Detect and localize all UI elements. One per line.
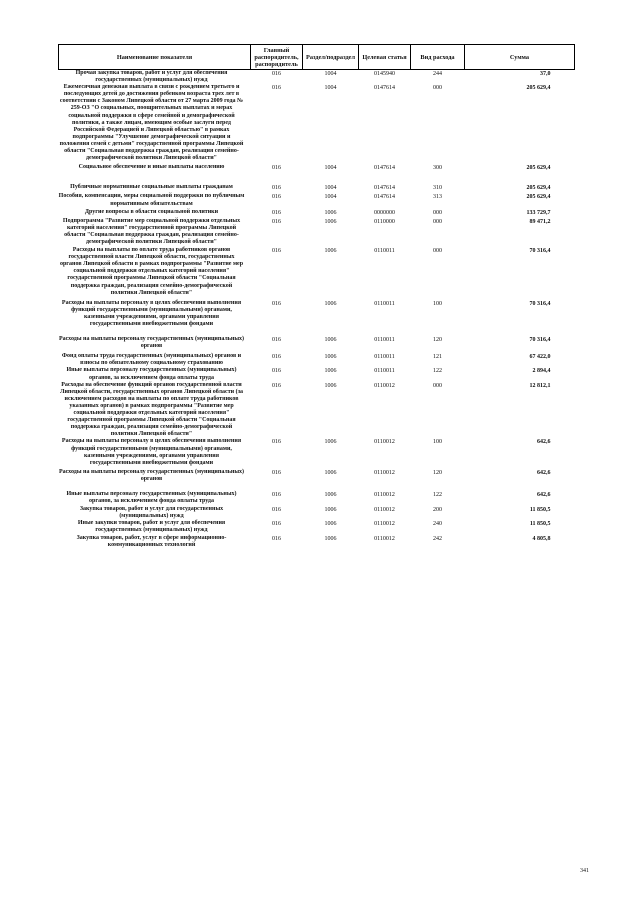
row-expense-type: 200: [433, 507, 442, 514]
row-amount: 4 805,8: [532, 535, 551, 542]
row-name: Фонд оплаты труда государственных (муниципальных) органов и взносы по обязательному социальному страхованию: [61, 353, 242, 367]
header-target: Целевая статья: [359, 45, 411, 70]
row-target: 0110012: [374, 469, 395, 476]
row-section: 1006: [324, 218, 337, 225]
row-target: 0110011: [374, 248, 395, 255]
row-amount: 133 729,7: [526, 209, 551, 216]
row-name: Расходы на выплаты персоналу государственных (муниципальных) органов: [58, 336, 245, 350]
row-amount: 11 850,5: [529, 521, 551, 528]
row-amount: 205 629,4: [526, 194, 551, 201]
row-amount: 11 850,5: [529, 507, 551, 514]
row-name: Расходы на обеспечение функций органов государственной власти Липецкой области, государственных органов Липецкой области (за исключением расходов на выплаты по оплате труда работников указанных органов) в рамках подпрограммы "Развитие мер социальной поддержки отдельных категорий населения" государственной программы Липецкой области "Социальная поддержка граждан, реализация семейно-демографической политики Липецкой области": [59, 381, 244, 438]
row-admin: 016: [272, 300, 281, 307]
table-row: [59, 469, 575, 491]
row-section: 1006: [324, 535, 337, 542]
row-admin: 016: [272, 354, 281, 361]
row-admin: 016: [272, 439, 281, 446]
table-row: [59, 70, 575, 85]
row-name: Расходы на выплаты по оплате труда работников органов государственной власти Липецкой области, государственных органов Липецкой области в рамках подпрограммы "Развитие мер социальной поддержки отдельных категорий населения" государственной программы Липецкой области "Социальная поддержка граждан, реализация семейно-демографической политики Липецкой области": [59, 247, 244, 296]
row-section: 1006: [324, 354, 337, 361]
row-amount: 12 812,1: [529, 382, 551, 389]
row-expense-type: 244: [433, 71, 442, 77]
row-expense-type: 313: [433, 194, 442, 201]
row-expense-type: 000: [433, 382, 442, 389]
table-row: [59, 438, 575, 468]
row-name: Другие вопросы в области социальной политики: [84, 208, 219, 215]
row-admin: 016: [272, 368, 281, 375]
row-name: Социальное обеспечение и иные выплаты населению: [78, 164, 225, 171]
row-name: Иные выплаты персоналу государственных (муниципальных) органов, за исключением фонда оплаты труда: [66, 490, 237, 505]
row-amount: 89 471,2: [529, 218, 551, 225]
budget-table: [58, 44, 575, 549]
row-section: 1004: [324, 194, 337, 201]
row-target: 0110012: [374, 535, 395, 542]
table-row: [59, 84, 575, 164]
row-amount: 70 316,4: [529, 248, 551, 255]
row-name: Расходы на выплаты персоналу государственных (муниципальных) органов: [58, 468, 245, 482]
row-target: 0110012: [374, 521, 395, 528]
row-section: 1006: [324, 337, 337, 344]
row-section: 1006: [324, 248, 337, 255]
row-expense-type: 100: [433, 300, 442, 307]
row-section: 1006: [324, 507, 337, 514]
table-row: [59, 353, 575, 367]
row-expense-type: 310: [433, 185, 442, 192]
row-amount: 2 894,4: [532, 368, 551, 375]
row-section: 1006: [324, 300, 337, 307]
row-section: 1004: [324, 165, 337, 172]
row-admin: 016: [272, 209, 281, 216]
row-target: 0110011: [374, 354, 395, 361]
table-row: [59, 164, 575, 184]
row-admin: 016: [272, 535, 281, 542]
row-amount: 37,0: [540, 71, 551, 77]
row-amount: 67 422,0: [529, 354, 551, 361]
row-name: Иные выплаты персоналу государственных (муниципальных) органов, за исключением фонда оплаты труда: [66, 367, 237, 381]
row-section: 1006: [324, 491, 337, 498]
row-expense-type: 100: [433, 439, 442, 446]
row-target: 0110012: [374, 382, 395, 389]
row-expense-type: 000: [433, 218, 442, 225]
row-name: Прочая закупка товаров, работ и услуг для обеспечения государственных (муниципальных) нужд: [75, 70, 228, 84]
table-row: [59, 300, 575, 336]
header-expense-type: Вид расхода: [411, 45, 465, 70]
row-expense-type: 000: [433, 248, 442, 255]
header-admin: Главный распорядитель, распорядитель: [251, 45, 303, 70]
row-expense-type: 000: [433, 209, 442, 216]
row-admin: 016: [272, 218, 281, 225]
table-row: [59, 382, 575, 439]
row-admin: 016: [272, 491, 281, 498]
table-row: [59, 209, 575, 218]
row-target: 0145940: [374, 71, 395, 77]
row-expense-type: 120: [433, 469, 442, 476]
row-admin: 016: [272, 521, 281, 528]
row-name: Закупка товаров, работ, услуг в сфере информационно-коммуникационных технологий: [76, 534, 227, 548]
row-amount: 205 629,4: [526, 165, 551, 172]
row-target: 0000000: [374, 209, 395, 216]
row-admin: 016: [272, 85, 281, 92]
table-row: [59, 520, 575, 534]
table-body: [59, 70, 575, 549]
row-expense-type: 122: [433, 491, 442, 498]
table-row: [59, 336, 575, 353]
row-target: 0147614: [374, 185, 395, 192]
row-name: Подпрограмма "Развитие мер социальной поддержки отдельных категорий населения" государственной программы Липецкой области "Социальная поддержка граждан, реализация семейно-демографической политики Липецкой области": [62, 217, 241, 245]
row-name: Публичные нормативные социальные выплаты гражданам: [70, 184, 233, 191]
header-section: Раздел/подраздел: [303, 45, 359, 70]
row-target: 0110000: [374, 218, 395, 225]
row-name: Расходы на выплаты персоналу в целях обеспечения выполнения функций государственными (муниципальными) органами, казенными учреждениями, органами управления государственными внебюджетными фондами: [61, 438, 242, 466]
table-row: [59, 218, 575, 247]
row-amount: 205 629,4: [526, 85, 551, 92]
row-target: 0110012: [374, 507, 395, 514]
row-section: 1006: [324, 469, 337, 476]
table-row: [59, 491, 575, 506]
row-target: 0147614: [374, 165, 395, 172]
row-amount: 70 316,4: [529, 300, 551, 307]
row-target: 0147614: [374, 194, 395, 201]
row-admin: 016: [272, 248, 281, 255]
table-row: [59, 535, 575, 549]
row-amount: 70 316,4: [529, 337, 551, 344]
row-expense-type: 300: [433, 165, 442, 172]
table-header-row: [59, 45, 575, 70]
row-name: Расходы на выплаты персоналу в целях обеспечения выполнения функций государственными (муниципальными) органами, казенными учреждениями, органами управления государственными внебюджетными фондами: [61, 299, 242, 327]
row-expense-type: 000: [433, 85, 442, 92]
row-expense-type: 121: [433, 354, 442, 361]
row-name: Иные закупки товаров, работ и услуг для обеспечения государственных (муниципальных) нужд: [77, 520, 226, 534]
row-admin: 016: [272, 185, 281, 192]
row-section: 1004: [324, 71, 337, 77]
table-row: [59, 506, 575, 520]
row-target: 0110012: [374, 439, 395, 446]
row-admin: 016: [272, 507, 281, 514]
table-row: [59, 367, 575, 381]
row-target: 0110012: [374, 491, 395, 498]
row-name: Пособия, компенсации, меры социальной поддержки по публичным нормативным обязательствам: [58, 193, 245, 207]
page-number: 341: [580, 868, 589, 874]
row-target: 0110011: [374, 337, 395, 344]
row-name: Ежемесячная денежная выплата в связи с рождением третьего и последующих детей до достижения ребенком возраста трех лет в соответствии с Законом Липецкой области от 27 марта 2009 года № 259-ОЗ "О социальных, поощрительных выплатах и мерах социальной поддержки в сфере семейной и демографической политики, а также лицам, имеющим особые заслуги перед Российской Федерацией и Липецкой областью" в рамках подпрограммы "Улучшение демографической ситуации и положения семей с детьми" государственной программы Липецкой области "Социальная поддержка граждан, реализация семейно-демографической политики Липецкой области": [59, 84, 244, 162]
row-amount: 205 629,4: [526, 185, 551, 192]
row-admin: 016: [272, 469, 281, 476]
row-target: 0147614: [374, 85, 395, 92]
row-target: 0110011: [374, 368, 395, 375]
row-admin: 016: [272, 165, 281, 172]
header-amount: Сумма: [465, 45, 575, 70]
row-section: 1004: [324, 85, 337, 92]
row-amount: 642,6: [537, 491, 551, 498]
row-expense-type: 120: [433, 337, 442, 344]
row-admin: 016: [272, 382, 281, 389]
row-amount: 642,6: [537, 439, 551, 446]
row-section: 1006: [324, 382, 337, 389]
row-admin: 016: [272, 337, 281, 344]
row-section: 1006: [324, 368, 337, 375]
row-section: 1006: [324, 209, 337, 216]
row-admin: 016: [272, 71, 281, 77]
row-section: 1004: [324, 185, 337, 192]
row-section: 1006: [324, 439, 337, 446]
row-name: Закупка товаров, работ и услуг для государственных (муниципальных) нужд: [79, 506, 224, 520]
row-expense-type: 240: [433, 521, 442, 528]
row-amount: 642,6: [537, 469, 551, 476]
row-expense-type: 122: [433, 368, 442, 375]
row-expense-type: 242: [433, 535, 442, 542]
header-name: Наименование показателя: [59, 45, 251, 70]
row-admin: 016: [272, 194, 281, 201]
row-target: 0110011: [374, 300, 395, 307]
row-section: 1006: [324, 521, 337, 528]
table-row: [59, 247, 575, 300]
table-row: [59, 193, 575, 208]
